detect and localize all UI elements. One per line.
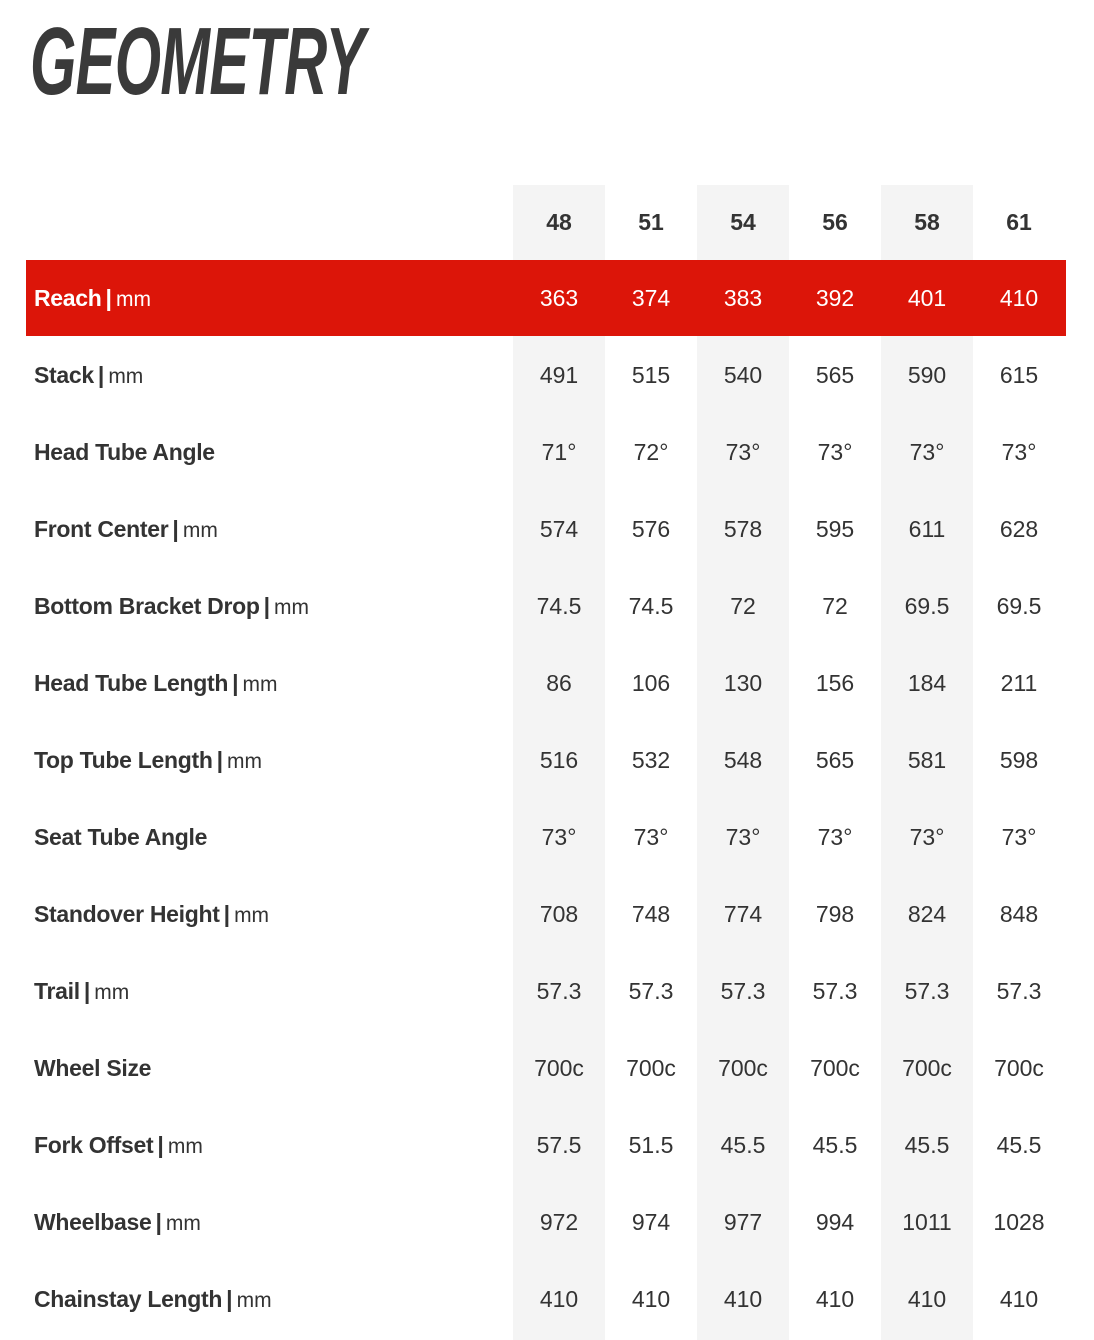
measure-name: Reach xyxy=(34,284,102,311)
row-label xyxy=(34,285,151,312)
value-cell-51: 374 xyxy=(631,284,671,311)
size-header-56: 56 xyxy=(822,209,848,235)
size-header-48: 48 xyxy=(546,209,572,235)
value-cell-51: 72° xyxy=(633,439,669,465)
measure-name: Standover Height xyxy=(34,901,220,927)
row-label xyxy=(34,362,143,389)
value-cell-54: 578 xyxy=(723,516,763,542)
value-cell-48: 57.5 xyxy=(536,1132,582,1158)
measure-name: Top Tube Length xyxy=(34,747,213,773)
value-cell-56: 595 xyxy=(815,516,855,542)
row-label xyxy=(34,516,218,543)
measure-unit: mm xyxy=(234,904,270,927)
value-cell-61: 615 xyxy=(999,362,1039,388)
value-cell-56: 73° xyxy=(817,439,853,465)
value-cell-58: 700c xyxy=(902,1055,952,1081)
value-cell-48: 491 xyxy=(539,362,579,388)
value-cell-54: 73° xyxy=(725,824,761,850)
value-cell-54: 540 xyxy=(723,362,763,388)
row-label xyxy=(34,1055,151,1082)
value-cell-48: 708 xyxy=(539,901,579,927)
value-cell-48: 410 xyxy=(539,1286,579,1312)
value-cell-56: 72 xyxy=(822,593,848,619)
value-cell-48: 516 xyxy=(539,747,579,773)
row-label xyxy=(34,593,309,620)
value-cell-58: 581 xyxy=(907,747,947,773)
unit-separator: | xyxy=(232,670,239,696)
table-row-top-tube-length xyxy=(26,722,1066,799)
row-label xyxy=(34,1132,203,1159)
row-label xyxy=(34,747,262,774)
value-cell-56: 994 xyxy=(815,1209,855,1235)
value-cell-54: 774 xyxy=(723,901,763,927)
value-cell-54: 383 xyxy=(723,284,763,311)
measure-unit: mm xyxy=(94,981,130,1004)
measure-name: Head Tube Length xyxy=(34,670,229,696)
value-cell-48: 57.3 xyxy=(536,978,582,1004)
value-cell-51: 57.3 xyxy=(628,978,674,1004)
size-header-54: 54 xyxy=(730,209,756,235)
row-label xyxy=(34,901,269,928)
value-cell-61: 628 xyxy=(999,516,1039,542)
value-cell-58: 611 xyxy=(908,516,946,542)
value-cell-51: 410 xyxy=(631,1286,671,1312)
value-cell-58: 401 xyxy=(907,284,947,311)
row-label xyxy=(34,439,215,466)
value-cell-56: 565 xyxy=(815,362,855,388)
table-row-trail xyxy=(26,953,1066,1030)
row-label xyxy=(34,1209,201,1236)
table-row-reach xyxy=(26,260,1066,336)
value-cell-56: 45.5 xyxy=(812,1132,858,1158)
unit-separator: | xyxy=(223,901,231,927)
value-cell-58: 73° xyxy=(909,824,945,850)
value-cell-56: 700c xyxy=(810,1055,860,1081)
value-cell-58: 184 xyxy=(907,670,947,696)
unit-separator: | xyxy=(226,1286,233,1312)
geometry-table xyxy=(26,185,1066,1338)
value-cell-54: 130 xyxy=(723,670,763,696)
unit-separator: | xyxy=(216,747,224,773)
value-cell-56: 410 xyxy=(815,1286,855,1312)
measure-unit: mm xyxy=(108,365,144,388)
value-cell-61: 45.5 xyxy=(996,1132,1042,1158)
table-row-head-tube-angle xyxy=(26,414,1066,491)
table-row-bottom-bracket-drop xyxy=(26,568,1066,645)
unit-separator: | xyxy=(157,1132,164,1158)
measure-name: Seat Tube Angle xyxy=(34,824,208,850)
table-row-standover-height xyxy=(26,876,1066,953)
value-cell-48: 74.5 xyxy=(536,593,582,619)
value-cell-48: 574 xyxy=(539,516,579,542)
measure-unit: mm xyxy=(182,519,218,542)
value-cell-58: 45.5 xyxy=(904,1132,950,1158)
size-header-58: 58 xyxy=(914,209,940,235)
value-cell-61: 1028 xyxy=(993,1209,1045,1235)
measure-name: Wheelbase xyxy=(34,1209,152,1235)
measure-unit: mm xyxy=(167,1135,203,1158)
value-cell-56: 565 xyxy=(815,747,855,773)
value-cell-61: 410 xyxy=(999,1286,1039,1312)
size-header-51: 51 xyxy=(638,209,664,235)
measure-unit: mm xyxy=(242,673,278,696)
value-cell-56: 798 xyxy=(815,901,855,927)
value-cell-61: 848 xyxy=(999,901,1039,927)
value-cell-54: 72 xyxy=(730,593,756,619)
measure-unit: mm xyxy=(165,1212,201,1235)
value-cell-58: 1011 xyxy=(902,1209,952,1235)
table-row-chainstay-length xyxy=(26,1261,1066,1338)
value-cell-48: 73° xyxy=(541,824,577,850)
unit-separator: | xyxy=(172,516,179,542)
value-cell-51: 576 xyxy=(631,516,671,542)
measure-name: Chainstay Length xyxy=(34,1286,223,1312)
table-row-wheelbase xyxy=(26,1184,1066,1261)
value-cell-61: 69.5 xyxy=(996,593,1042,619)
value-cell-48: 363 xyxy=(539,284,579,311)
value-cell-51: 74.5 xyxy=(628,593,674,619)
value-cell-48: 71° xyxy=(541,439,577,465)
value-cell-56: 57.3 xyxy=(812,978,858,1004)
value-cell-61: 700c xyxy=(994,1055,1044,1081)
value-cell-48: 86 xyxy=(546,670,572,696)
row-label xyxy=(34,670,278,697)
table-row-stack xyxy=(26,337,1066,414)
value-cell-61: 410 xyxy=(999,284,1039,311)
value-cell-54: 700c xyxy=(718,1055,768,1081)
value-cell-54: 57.3 xyxy=(720,978,766,1004)
unit-separator: | xyxy=(83,978,91,1004)
measure-name: Wheel Size xyxy=(34,1055,152,1081)
measure-unit: mm xyxy=(227,750,263,773)
value-cell-56: 156 xyxy=(815,670,855,696)
value-cell-58: 73° xyxy=(909,439,945,465)
value-cell-51: 748 xyxy=(631,901,671,927)
value-cell-51: 974 xyxy=(631,1209,671,1235)
value-cell-56: 392 xyxy=(815,284,855,311)
value-cell-48: 700c xyxy=(534,1055,584,1081)
measure-name: Trail xyxy=(34,978,80,1004)
value-cell-58: 69.5 xyxy=(904,593,950,619)
measure-unit: mm xyxy=(115,287,151,311)
measure-name: Head Tube Angle xyxy=(34,439,215,465)
table-row-front-center xyxy=(26,491,1066,568)
value-cell-58: 410 xyxy=(907,1286,947,1312)
value-cell-61: 73° xyxy=(1001,439,1037,465)
row-label xyxy=(34,978,129,1005)
unit-separator: | xyxy=(97,362,105,388)
value-cell-58: 590 xyxy=(907,362,947,388)
table-row-fork-offset xyxy=(26,1107,1066,1184)
value-cell-61: 73° xyxy=(1001,824,1037,850)
table-row-head-tube-length xyxy=(26,645,1066,722)
measure-unit: mm xyxy=(274,596,310,619)
value-cell-54: 45.5 xyxy=(720,1132,766,1158)
size-header-row xyxy=(26,185,1066,260)
value-cell-58: 57.3 xyxy=(904,978,950,1004)
value-cell-51: 51.5 xyxy=(628,1132,674,1158)
size-header-61: 61 xyxy=(1006,209,1032,235)
value-cell-51: 73° xyxy=(633,824,669,850)
value-cell-61: 598 xyxy=(999,747,1039,773)
value-cell-51: 106 xyxy=(631,670,671,696)
value-cell-54: 548 xyxy=(723,747,763,773)
value-cell-61: 211 xyxy=(1000,670,1038,696)
measure-name: Front Center xyxy=(34,516,169,542)
value-cell-54: 73° xyxy=(725,439,761,465)
value-cell-51: 700c xyxy=(626,1055,676,1081)
value-cell-48: 972 xyxy=(539,1209,579,1235)
measure-name: Stack xyxy=(34,362,94,388)
page-title: GEOMETRY xyxy=(30,8,365,115)
value-cell-51: 532 xyxy=(631,747,671,773)
value-cell-51: 515 xyxy=(631,362,671,388)
value-cell-54: 410 xyxy=(723,1286,763,1312)
row-label xyxy=(34,824,207,851)
unit-separator: | xyxy=(263,593,271,619)
value-cell-54: 977 xyxy=(723,1209,763,1235)
measure-name: Bottom Bracket Drop xyxy=(34,593,260,619)
table-row-seat-tube-angle xyxy=(26,799,1066,876)
value-cell-56: 73° xyxy=(817,824,853,850)
table-row-wheel-size xyxy=(26,1030,1066,1107)
row-label xyxy=(34,1286,272,1313)
unit-separator: | xyxy=(155,1209,162,1235)
unit-separator: | xyxy=(105,284,112,311)
value-cell-61: 57.3 xyxy=(996,978,1042,1004)
value-cell-58: 824 xyxy=(907,901,947,927)
measure-unit: mm xyxy=(236,1289,272,1312)
measure-name: Fork Offset xyxy=(34,1132,154,1158)
